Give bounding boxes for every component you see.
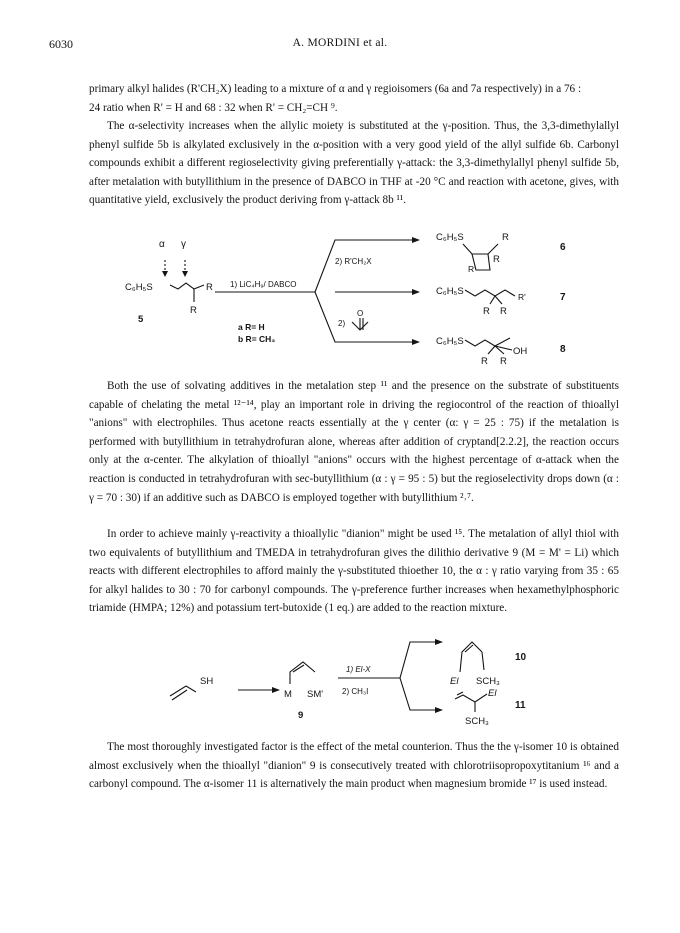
step-1-reagent: 1) LiC₄H₉/ DABCO (230, 280, 297, 289)
phenylthio-group-7: C₆H₅S (436, 286, 464, 297)
r-prime-6: R' (468, 264, 476, 274)
metal-m: M (284, 689, 292, 700)
phenylthio-group-6: C₆H₅S (436, 232, 464, 243)
alpha-label: α (159, 239, 165, 250)
compound-11-label: 11 (515, 700, 526, 711)
step-2-alkyl-halide: 2) R'CH₂X (335, 257, 372, 266)
step-1-electrophile: 1) El-X (346, 665, 371, 674)
phenylthio-group-5: C₆H₅S (125, 282, 153, 293)
r-group-6b: R (493, 254, 500, 265)
r-group-5a: R (206, 282, 213, 293)
paragraph-4-text: In order to achieve mainly γ-reactivity a thioallylic "dianion" might be used ¹⁵. The metalation of allyl thiol with two equivalents of butyllithium and TMEDA in tetrahydrofuran gives the dilithio derivative 9 (M = M' = Li) which reacts with different electrophiles to afford mainly the γ-substituted thioether 10, the α : γ ratio varying from 35 : 65 for alkyl halides to 30 : 70 for carbonyl compounds. The γ-preference further increases when hexamethylphosphoric triamide (HMPA; 12%) and potassium tert-butoxide (1 eq.) are added to the reaction mixture. (89, 528, 619, 615)
paragraph-3 (89, 377, 619, 507)
paragraph-5-text: The most thoroughly investigated factor is the effect of the metal counterion. Thus the the γ-isomer 10 is obtained almost exclusively when the thioallyl "dianion" 9 is consecutively treated with chlorotriisopropoxytitanium ¹⁶ and a carbonyl compound. The α-isomer 11 is alternatively the main product when magnesium bromide ¹⁷ is used instead. (89, 741, 619, 791)
compound-8-label: 8 (560, 344, 566, 355)
methylthio-10: SCH₃ (476, 676, 500, 687)
reaction-scheme-2 (160, 632, 560, 727)
reaction-scheme-1 (120, 222, 590, 372)
electrophile-10: El (450, 676, 459, 687)
methylthio-11: SCH₃ (465, 716, 489, 727)
acetone-oxygen: O (357, 309, 364, 318)
r-group-6a: R (502, 232, 509, 243)
compound-9-label: 9 (298, 710, 304, 721)
compound-6-label: 6 (560, 242, 566, 253)
r-prime-7: R' (518, 292, 526, 302)
paragraph-3-text: Both the use of solvating additives in the metalation step ¹¹ and the presence on the substrate of substituents capable of chelating the metal ¹²⁻¹⁴, play an important role in driving the regiocontrol of the reaction of thioallyl "anions" with electrophiles. Thus acetone reacts essentially at the γ center (α: γ = 25 : 75) if the metalation is performed with butyllithium in tetrahydrofuran alone, whereas after addition of cryptand[2.2.2], the reaction occurs only at the α-center. The alkylation of thioallyl "anions" occurs with the highest percentage of α-attack when the reaction is conducted in tetrahydrofuran with sec-butyllithium (α : γ = 95 : 5) but the regioselectivity drops down (α : γ = 70 : 30) if an additive such as DABCO is employed together with butyllithium ²˒⁷. (89, 380, 619, 504)
r-group-5b: R (190, 305, 197, 316)
running-header-authors: A. MORDINI et al. (292, 37, 388, 49)
r-group-8b: R (500, 356, 507, 367)
compound-10-label: 10 (515, 652, 527, 663)
paragraph-5 (89, 738, 619, 794)
hydroxyl-8: OH (513, 346, 528, 357)
r-group-7a: R (483, 306, 490, 317)
electrophile-11: El (488, 688, 497, 699)
paragraph-2-text: The α-selectivity increases when the allylic moiety is substituted at the γ-position. Thus, the 3,3-dimethylallyl phenyl sulfide 5b is alkylated exclusively in the α-position with a very good yield of the allyl sulfide 6b. Carbonyl compounds exhibit a different regioselectivity giving preferentially γ-attack: the 3,3-dimethylallyl phenyl sulfide 5b, after metalation with butyllithium in the presence of DABCO in THF at -20 °C and reaction with acetone, gives, with quantitative yield, exclusively the product deriving from γ-attack 8b ¹¹. (89, 120, 619, 207)
phenylthio-group-8: C₆H₅S (436, 336, 464, 347)
paragraph-1-line-2: 24 ratio when R' = H and 68 : 32 when R' = CH₂=CH ⁹. (89, 101, 338, 114)
paragraph-4 (89, 525, 619, 618)
page-number: 6030 (49, 37, 73, 51)
paragraph-2 (89, 117, 619, 210)
compound-7-label: 7 (560, 292, 566, 303)
metal-sm: SM' (307, 689, 324, 700)
r-group-7b: R (500, 306, 507, 317)
compound-5-label: 5 (138, 314, 144, 325)
gamma-label: γ (181, 239, 186, 250)
substituent-a: a R= H (238, 322, 265, 332)
r-group-8a: R (481, 356, 488, 367)
paragraph-1 (89, 80, 619, 117)
substituent-b: b R= CH₃ (238, 334, 276, 344)
step-2-methyl-iodide: 2) CH₃I (342, 687, 369, 696)
step-2-acetone: 2) (338, 319, 346, 328)
paragraph-1-line-1: primary alkyl halides (R'CH₂X) leading to a mixture of α and γ regioisomers (6a and 7a respectively) in a 76 : (89, 83, 582, 95)
thiol-sh: SH (200, 676, 214, 687)
